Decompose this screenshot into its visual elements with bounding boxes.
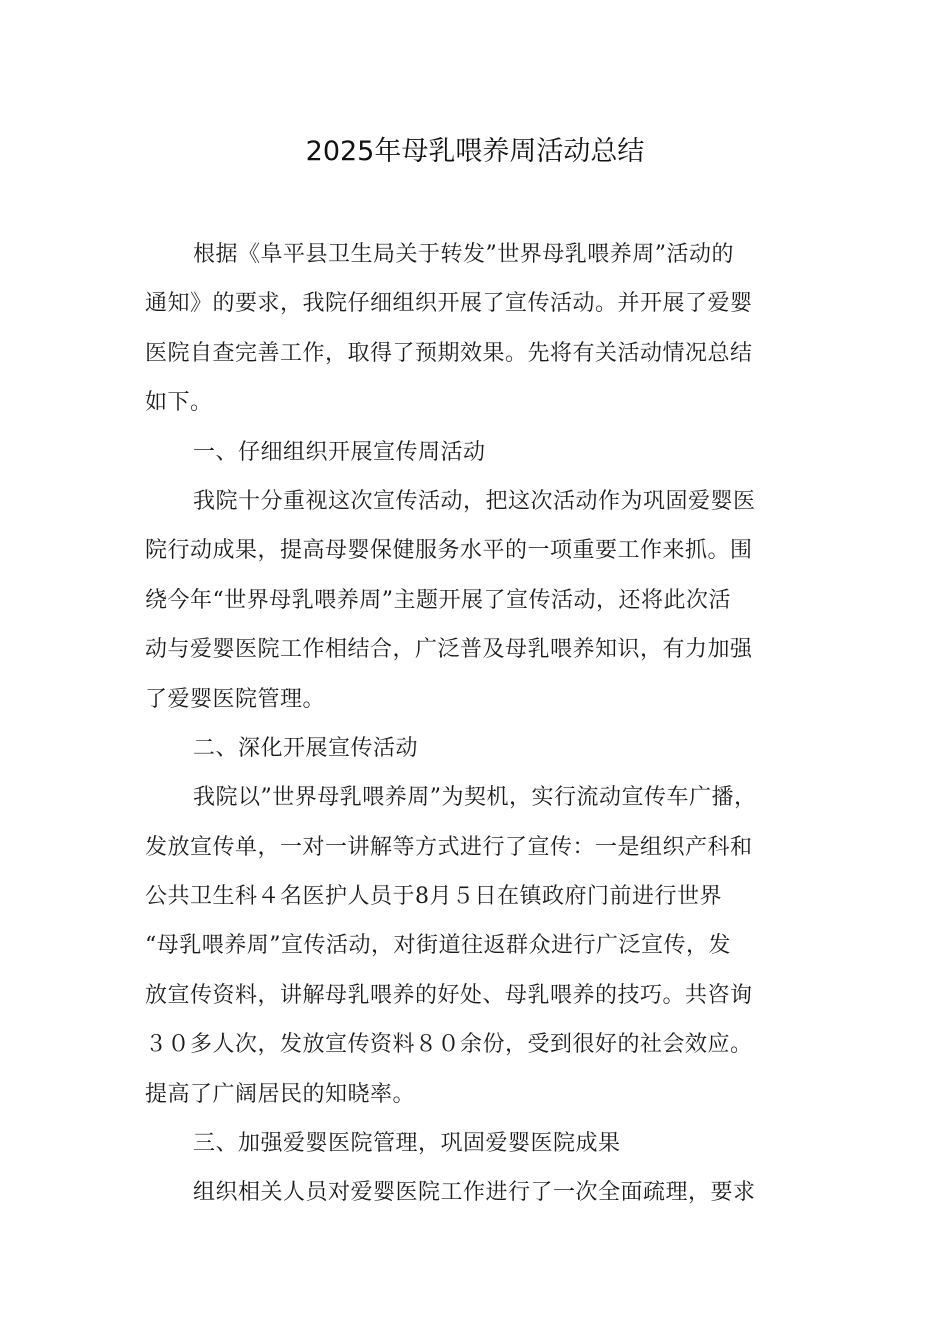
paragraph-line: 根据《阜平县卫生局关于转发”世界母乳喂养周”活动的: [193, 242, 734, 267]
paragraph-line: 公共卫生科４名医护人员于8月５日在镇政府门前进行世界: [145, 884, 722, 910]
paragraph-line: 我院以”世界母乳喂养周”为契机，实行流动宣传车广播，: [193, 785, 757, 811]
paragraph-line: 二、深化开展宣传活动: [193, 735, 419, 761]
paragraph-line: 动与爱婴医院工作相结合，广泛普及母乳喂养知识，有力加强: [145, 637, 753, 663]
paragraph-line: 了爱婴医院管理。: [145, 686, 326, 712]
paragraph-line: 组织相关人员对爱婴医院工作进行了一次全面疏理，要求: [193, 1180, 756, 1206]
paragraph-line: ３０多人次，发放宣传资料８０余份，受到很好的社会效应。: [145, 1032, 753, 1058]
paragraph-line: 院行动成果，提高母婴保健服务水平的一项重要工作来抓。围: [145, 538, 753, 564]
paragraph-line: 通知》的要求，我院仔细组织开展了宣传活动。并开展了爱婴: [145, 291, 753, 317]
paragraph-line: 我院十分重视这次宣传活动，把这次活动作为巩固爱婴医: [193, 488, 756, 514]
paragraph-line: 如下。: [145, 390, 213, 416]
paragraph-line: 发放宣传单，一对一讲解等方式进行了宣传：一是组织产科和: [145, 834, 753, 860]
paragraph-line: 一、仔细组织开展宣传周活动: [193, 439, 486, 465]
document-body: [145, 230, 815, 1218]
paragraph-line: 医院自查完善工作，取得了预期效果。先将有关活动情况总结: [145, 340, 753, 366]
document-title: 2025年母乳喂养周活动总结: [305, 136, 645, 167]
paragraph-line: 放宣传资料，讲解母乳喂养的好处、母乳喂养的技巧。共咨询: [145, 982, 753, 1008]
paragraph-line: 绕今年“世界母乳喂养周”主题开展了宣传活动，还将此次活: [145, 587, 731, 613]
paragraph-line: 三、加强爱婴医院管理，巩固爱婴医院成果: [193, 1131, 621, 1157]
paragraph-line: “母乳喂养周”宣传活动，对街道往返群众进行广泛宣传，发: [145, 933, 731, 959]
paragraph-line: 提高了广阔居民的知晓率。: [145, 1081, 416, 1107]
